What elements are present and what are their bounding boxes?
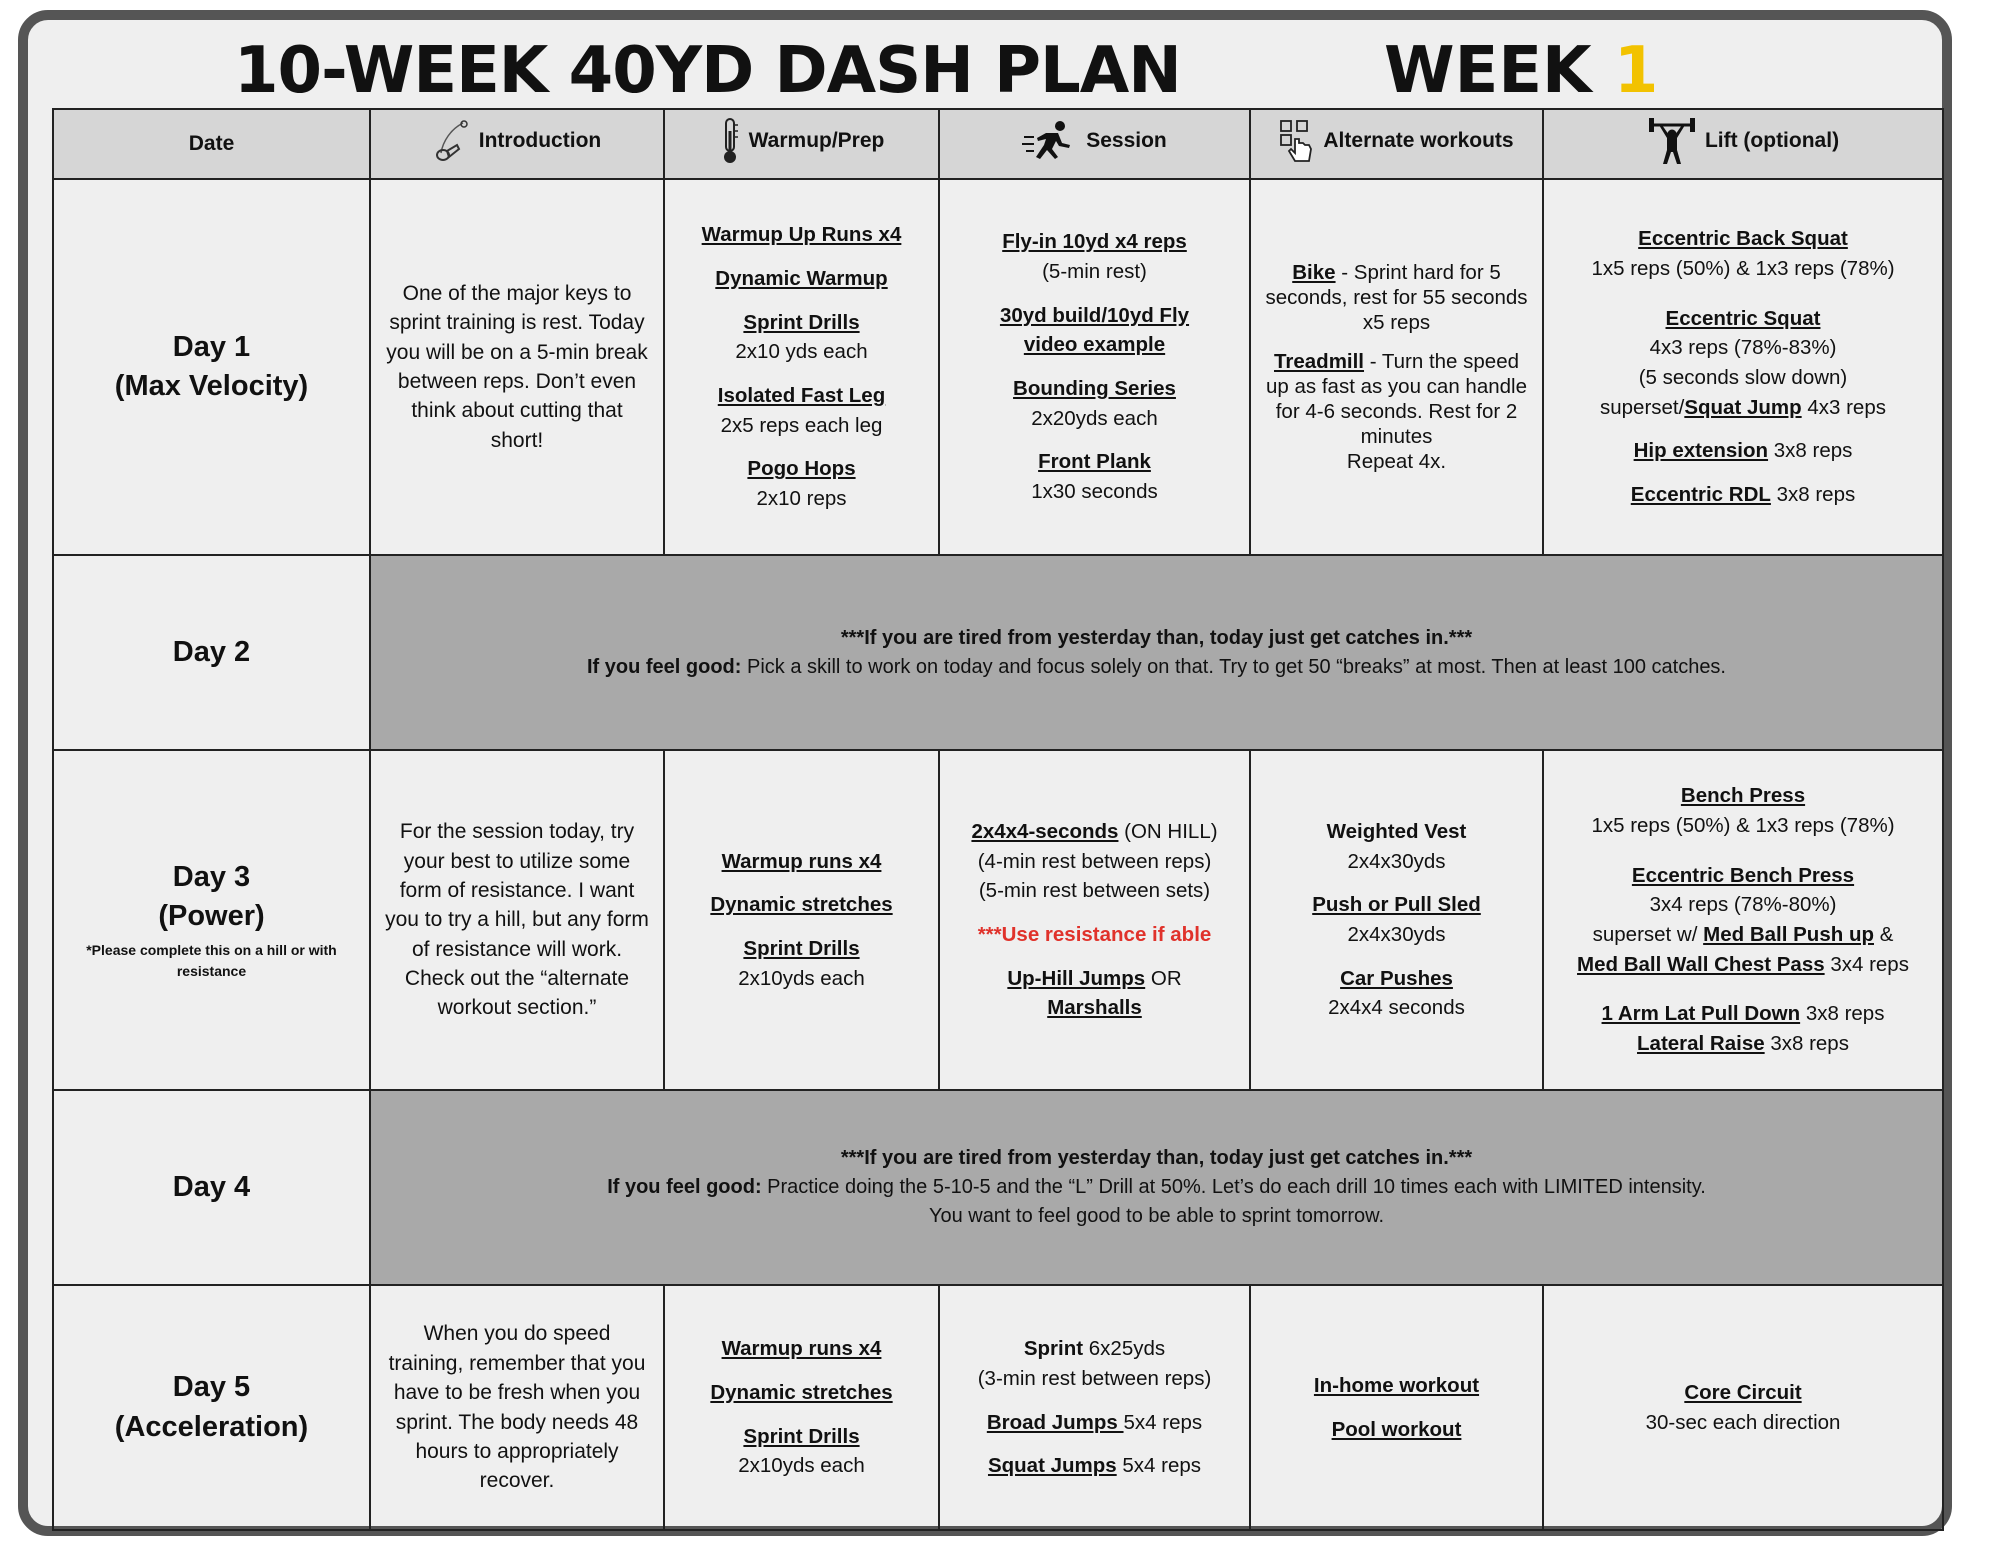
day1-alternate: Bike - Sprint hard for 5 seconds, rest for 55 seconds x5 reps Treadmill - Turn the speed up as fast as you can handle for 4-6 seconds. Rest for 2 minutes Repeat 4x.: [1250, 179, 1543, 555]
day5-intro: When you do speed training, remember that you have to be fresh when you sprint. The body needs 48 hours to appropriately recover.: [370, 1285, 664, 1530]
table-row-day1: [53, 179, 1943, 555]
day5-broad-jumps-link[interactable]: Broad Jumps: [986, 1410, 1124, 1434]
header-date: Date: [53, 109, 370, 179]
day5-warmup-runs-link[interactable]: Warmup runs x4: [721, 1337, 882, 1361]
weightlifter-icon: [1647, 116, 1697, 166]
day2-label: Day 2: [53, 555, 370, 750]
day1-sprint-drills-link[interactable]: Sprint Drills: [743, 310, 860, 334]
day3-medball-pushup-link[interactable]: Med Ball Push up: [1703, 923, 1874, 946]
day3-intro: For the session today, try your best to utilize some form of resistance. I want you to try a hill, but any form of resistance will work. Check out the “alternate workout section.”: [370, 750, 664, 1090]
day3-car-pushes-link[interactable]: Car Pushes: [1340, 966, 1453, 990]
header-alternate: [1250, 109, 1543, 179]
day1-build-fly-video-link[interactable]: 30yd build/10yd Fly video example: [999, 303, 1190, 357]
day3-resistance-note: ***Use resistance if able: [977, 923, 1212, 946]
header-lift-label: Lift (optional): [1704, 129, 1840, 152]
day3-medball-wall-link[interactable]: Med Ball Wall Chest Pass: [1577, 952, 1825, 976]
header-introduction: [370, 109, 664, 179]
day5-warmup: Warmup runs x4 Dynamic stretches Sprint Drills 2x10yds each: [664, 1285, 939, 1530]
header-session: [939, 109, 1250, 179]
hand-pointer-icon: [1279, 119, 1315, 163]
day1-warmup-runs-link[interactable]: Warmup Up Runs x4: [701, 223, 902, 247]
day3-bench-press-link[interactable]: Bench Press: [1680, 784, 1806, 808]
page-title: 10-WEEK 40YD DASH PLAN: [234, 34, 1181, 108]
day3-warmup: Warmup runs x4 Dynamic stretches Sprint Drills 2x10yds each: [664, 750, 939, 1090]
page-frame: [18, 10, 1952, 1536]
day1-intro: One of the major keys to sprint training is rest. Today you will be on a 5-min break between reps. Don’t even think about cutting that short!: [370, 179, 664, 555]
day3-warmup-runs-link[interactable]: Warmup runs x4: [721, 849, 882, 873]
day1-dynamic-warmup-link[interactable]: Dynamic Warmup: [715, 266, 888, 290]
week-title: [1384, 34, 1658, 108]
day5-lift: Core Circuit 30-sec each direction: [1543, 1285, 1943, 1530]
day1-label: Day 1 (Max Velocity): [53, 179, 370, 555]
day1-back-squat-link[interactable]: Eccentric Back Squat: [1638, 227, 1848, 251]
day3-sled-link[interactable]: Push or Pull Sled: [1312, 893, 1481, 917]
day3-alternate: Weighted Vest 2x4x30yds Push or Pull Sled 2x4x30yds Car Pushes 2x4x4 seconds: [1250, 750, 1543, 1090]
table-row-day4: [53, 1090, 1943, 1285]
header-warmup: [664, 109, 939, 179]
day3-lift: Bench Press 1x5 reps (50%) & 1x3 reps (78%) Eccentric Bench Press 3x4 reps (78%-80%) superset w/ Med Ball Push up & Med Ball Wall Chest Pass 3x4 reps 1 Arm Lat Pull Down 3x8 reps Lateral Raise 3x8 reps: [1543, 750, 1943, 1090]
day3-note: *Please complete this on a hill or with resistance: [86, 942, 337, 980]
table-row-day3: [53, 750, 1943, 1090]
day1-hip-extension-link[interactable]: Hip extension: [1633, 439, 1769, 463]
day5-session: Sprint 6x25yds (3-min rest between reps) Broad Jumps 5x4 reps Squat Jumps 5x4 reps: [939, 1285, 1250, 1530]
day5-sprint-drills-link[interactable]: Sprint Drills: [743, 1424, 860, 1448]
day3-session: 2x4x4-seconds (ON HILL) (4-min rest between reps) (5-min rest between sets) ***Use resistance if able Up-Hill Jumps OR Marshalls: [939, 750, 1250, 1090]
header-alternate-label: Alternate workouts: [1323, 129, 1514, 152]
day1-front-plank-link[interactable]: Front Plank: [1038, 450, 1151, 474]
day5-pool-link[interactable]: Pool workout: [1331, 1417, 1462, 1441]
day1-bike-link[interactable]: Bike: [1292, 261, 1336, 284]
sprinter-icon: [1022, 119, 1078, 163]
week-number: 1: [1613, 34, 1659, 108]
header-session-label: Session: [1086, 129, 1167, 152]
day1-pogo-hops-link[interactable]: Pogo Hops: [747, 457, 856, 481]
day2-note: ***If you are tired from yesterday than, today just get catches in.*** If you feel good: Pick a skill to work on today and focus solely on that. Try to get 50 “breaks” at most. Then at least 100 catches.: [370, 555, 1943, 750]
day3-dynamic-stretches-link[interactable]: Dynamic stretches: [710, 893, 893, 917]
whistle-icon: [433, 119, 471, 163]
day5-label: Day 5 (Acceleration): [53, 1285, 370, 1530]
day1-fast-leg-link[interactable]: Isolated Fast Leg: [717, 384, 886, 407]
day1-fly-in-link[interactable]: Fly-in 10yd x4 reps: [1002, 230, 1187, 254]
day1-session: Fly-in 10yd x4 reps (5-min rest) 30yd build/10yd Fly video example Bounding Series 2x20yds each Front Plank 1x30 seconds: [939, 179, 1250, 555]
header-warmup-label: Warmup/Prep: [748, 129, 885, 152]
day3-uphill-jumps-link[interactable]: Up-Hill Jumps: [1007, 966, 1146, 990]
day5-in-home-link[interactable]: In-home workout: [1313, 1373, 1480, 1397]
training-plan-table: [52, 108, 1944, 1531]
day1-warmup: Warmup Up Runs x4 Dynamic Warmup Sprint Drills 2x10 yds each Isolated Fast Leg 2x5 reps each leg Pogo Hops 2x10 reps: [664, 179, 939, 555]
title-bar: [28, 20, 1942, 108]
day5-alternate: [1250, 1285, 1543, 1530]
table-row-day5: [53, 1285, 1943, 1530]
day1-eccentric-rdl-link[interactable]: Eccentric RDL: [1630, 483, 1771, 507]
header-lift: [1543, 109, 1943, 179]
header-introduction-label: Introduction: [478, 129, 602, 152]
day1-treadmill-link[interactable]: Treadmill: [1274, 350, 1365, 373]
day5-dynamic-stretches-link[interactable]: Dynamic stretches: [710, 1380, 893, 1404]
day1-bounding-link[interactable]: Bounding Series: [1013, 377, 1176, 400]
day3-hill-sprints-link[interactable]: 2x4x4-seconds: [971, 819, 1119, 843]
day4-note: ***If you are tired from yesterday than, today just get catches in.*** If you feel good: Practice doing the 5-10-5 and the “L” Drill at 50%. Let’s do each drill 10 times each with LIMITED intensity. You want to feel good to be able to sprint tomorrow.: [370, 1090, 1943, 1285]
thermometer-icon: [719, 117, 741, 165]
day3-eccentric-bench-link[interactable]: Eccentric Bench Press: [1631, 863, 1855, 887]
week-label: WEEK: [1384, 34, 1614, 108]
day3-marshalls-link[interactable]: Marshalls: [1047, 996, 1142, 1020]
day5-squat-jumps-link[interactable]: Squat Jumps: [987, 1454, 1117, 1478]
day1-lift: Eccentric Back Squat 1x5 reps (50%) & 1x3 reps (78%) Eccentric Squat 4x3 reps (78%-83%) (5 seconds slow down) superset/Squat Jump 4x3 reps Hip extension 3x8 reps Eccentric RDL 3x8 reps: [1543, 179, 1943, 555]
day3-label: Day 3 (Power) *Please complete this on a hill or with resistance: [53, 750, 370, 1090]
table-row-day2: [53, 555, 1943, 750]
table-header-row: [53, 109, 1943, 179]
day1-squat-jump-link[interactable]: Squat Jump: [1684, 395, 1802, 419]
day3-lat-pulldown-link[interactable]: 1 Arm Lat Pull Down: [1601, 1002, 1801, 1026]
day1-eccentric-squat-link[interactable]: Eccentric Squat: [1665, 306, 1821, 330]
day4-label: Day 4: [53, 1090, 370, 1285]
day3-lateral-raise-link[interactable]: Lateral Raise: [1637, 1032, 1765, 1056]
day3-sprint-drills-link[interactable]: Sprint Drills: [743, 937, 860, 960]
day5-core-circuit-link[interactable]: Core Circuit: [1684, 1380, 1802, 1404]
